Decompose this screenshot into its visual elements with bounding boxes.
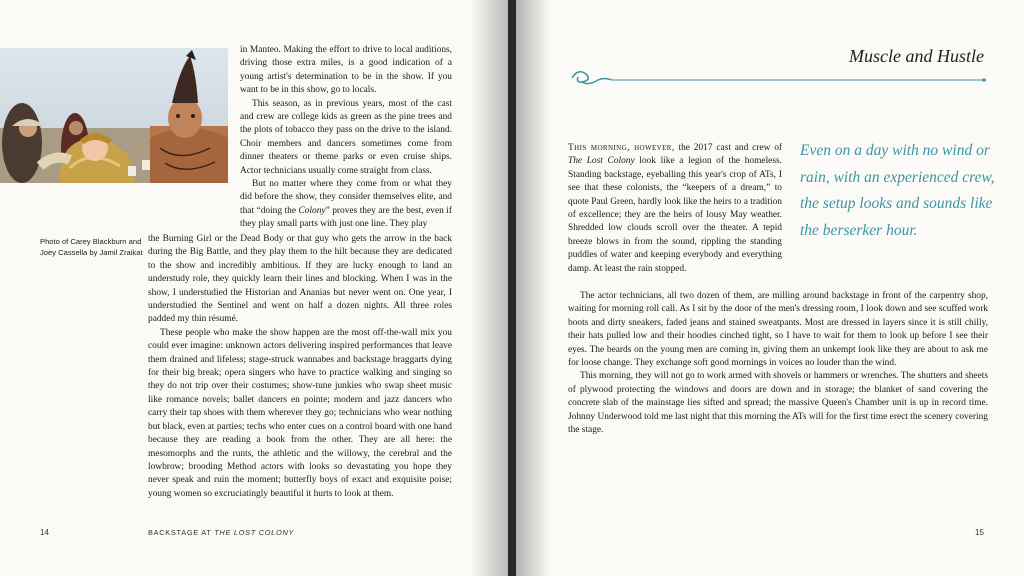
paragraph: These people who make the show happen are the most off-the-wall mix you could ever imagine: unknown actors delivering inspired performances that leave them drained and lifeless; stage-struck wannabes and backstage braggarts dying for their big break; opera singers who have to practice walking and singing so they do not trip over their costumes; show-tune junkies who swap sheet music like romance novels; ballet dancers en pointe; modern and jazz dancers who carry their tap shoes with them wherever they go; technicians who wear nothing but black, even at parties; techs who enter cues on a control board with one hand because they are reading a book from the other. They are all here: the mesomorphs and the runts, the athletic and the willowy, the cerebral and the lowbrow; brooding Method actors with looks so devastating you hope they never speak and ruin the moment; butterfly boys of exact and exquisite poise; young women so excruciatingly beautiful it hurts to look at them. <box>148 327 452 499</box>
left-narrow-column <box>240 44 452 232</box>
text-run: look like a legion of the homeless. Standing backstage, eyeballing this year's crop of ATs, I see that these colonists, the “keepers of a dream,” to quote Paul Green, hardly look like the heirs to a tradition of excellence; they are the heirs of lousy May weather. Shredded low clouds scroll over the theater. A tepid breeze blows in from the sound, rippling the standing puddles of water and keeping everybody and everything damp. At least the rain stopped. <box>568 156 782 274</box>
chapter-title: Muscle and Hustle <box>849 46 984 66</box>
photo-illustration <box>0 48 228 183</box>
decorative-rule <box>568 68 988 88</box>
book-spine <box>508 0 516 576</box>
text-run: the 2017 cast and crew of <box>674 143 783 153</box>
running-head <box>148 528 294 537</box>
right-wide-column <box>568 290 988 437</box>
left-wide-column <box>148 233 452 501</box>
page-number-left: 14 <box>40 528 49 537</box>
paragraph: This morning, they will not go to work armed with shovels or hammers or wrenches. The shutters and sheets of plywood protecting the windows and doors are down and in storage; the blanket of sand covering the concrete slab of the mainstage lies sifted and spread; the massive Queen's Chamber unit is up in record time. Johnny Underwood told me last night that this morning the ATs will for the first time erect the scenery covering the stage. <box>568 371 988 436</box>
text-run: ” proves they are the best, even if they play small parts with just one line. They play <box>240 205 453 230</box>
running-head-title: THE LOST COLONY <box>214 528 295 537</box>
gutter-shadow-left <box>470 0 512 576</box>
paragraph: This season, as in previous years, most of the cast and crew are college kids as green as the pine trees and the plots of tobacco they pass on the drive to the island. Choir members and dancers sometimes come from dinner theaters or theme parks or even cruise ships. Actor technicians usually come straight from class. <box>240 98 452 176</box>
actors-photo <box>0 48 228 183</box>
text-run: But no matter where they come from or what they did before the show, they consider themselves elite, and that “doing the <box>240 179 452 216</box>
paragraph: in Manteo. Making the effort to drive to local auditions, driving those extra miles, is a good indication of a young artist's determination to be in the show. If you want to be in this show, go to locals. <box>240 45 452 96</box>
paragraph <box>240 178 452 232</box>
italic-colony: Colony <box>298 205 326 216</box>
italic-title: The Lost Colony <box>568 156 635 167</box>
paragraph: The actor technicians, all two dozen of them, are milling around backstage in front of the carpentry shop, waiting for morning roll call. As I sit by the door of the men's dressing room, I look down and see scuffed work boots and dirty sneakers, faded jeans and stained sweatpants. Most are dressed in layers since it is still chilly, their hats pulled low and their hoodies cinched tight, so I have to wait for them to look up before I see their eyes. The beards on the young men are coming in, giving them an unkempt look like they are about to ask me for loose change. They exchange soft good mornings in voices no louder than the wind. <box>568 291 988 369</box>
gutter-shadow-right <box>512 0 550 576</box>
running-head-prefix: BACKSTAGE AT <box>148 528 212 537</box>
flourish-icon <box>572 72 588 82</box>
paragraph <box>568 142 782 276</box>
right-narrow-column <box>568 142 782 276</box>
paragraph: the Burning Girl or the Dead Body or that guy who gets the arrow in the back during the Big Battle, and they play them to the hilt because they are dedicated to the show and incredibly ambitious. If they are lucky enough to land an understudy role, they quickly learn their lines and blocking. When I was in the show, I understudied the Historian and Ananias but never went on. One year, I understudied the Sentinel and went on half a dozen nights. All three roles padded my thin résumé. <box>148 234 452 325</box>
rule-dot <box>982 78 986 82</box>
photo-caption: Photo of Carey Blackburn and Joey Cassella by Jamil Zraikat <box>40 237 143 257</box>
opening-smallcaps: This morning, however, <box>568 143 675 153</box>
pull-quote: Even on a day with no wind or rain, with an experienced crew, the setup looks and sounds like the berserker hour. <box>800 142 995 239</box>
right-page <box>512 0 1024 576</box>
page-number-right: 15 <box>975 528 984 537</box>
